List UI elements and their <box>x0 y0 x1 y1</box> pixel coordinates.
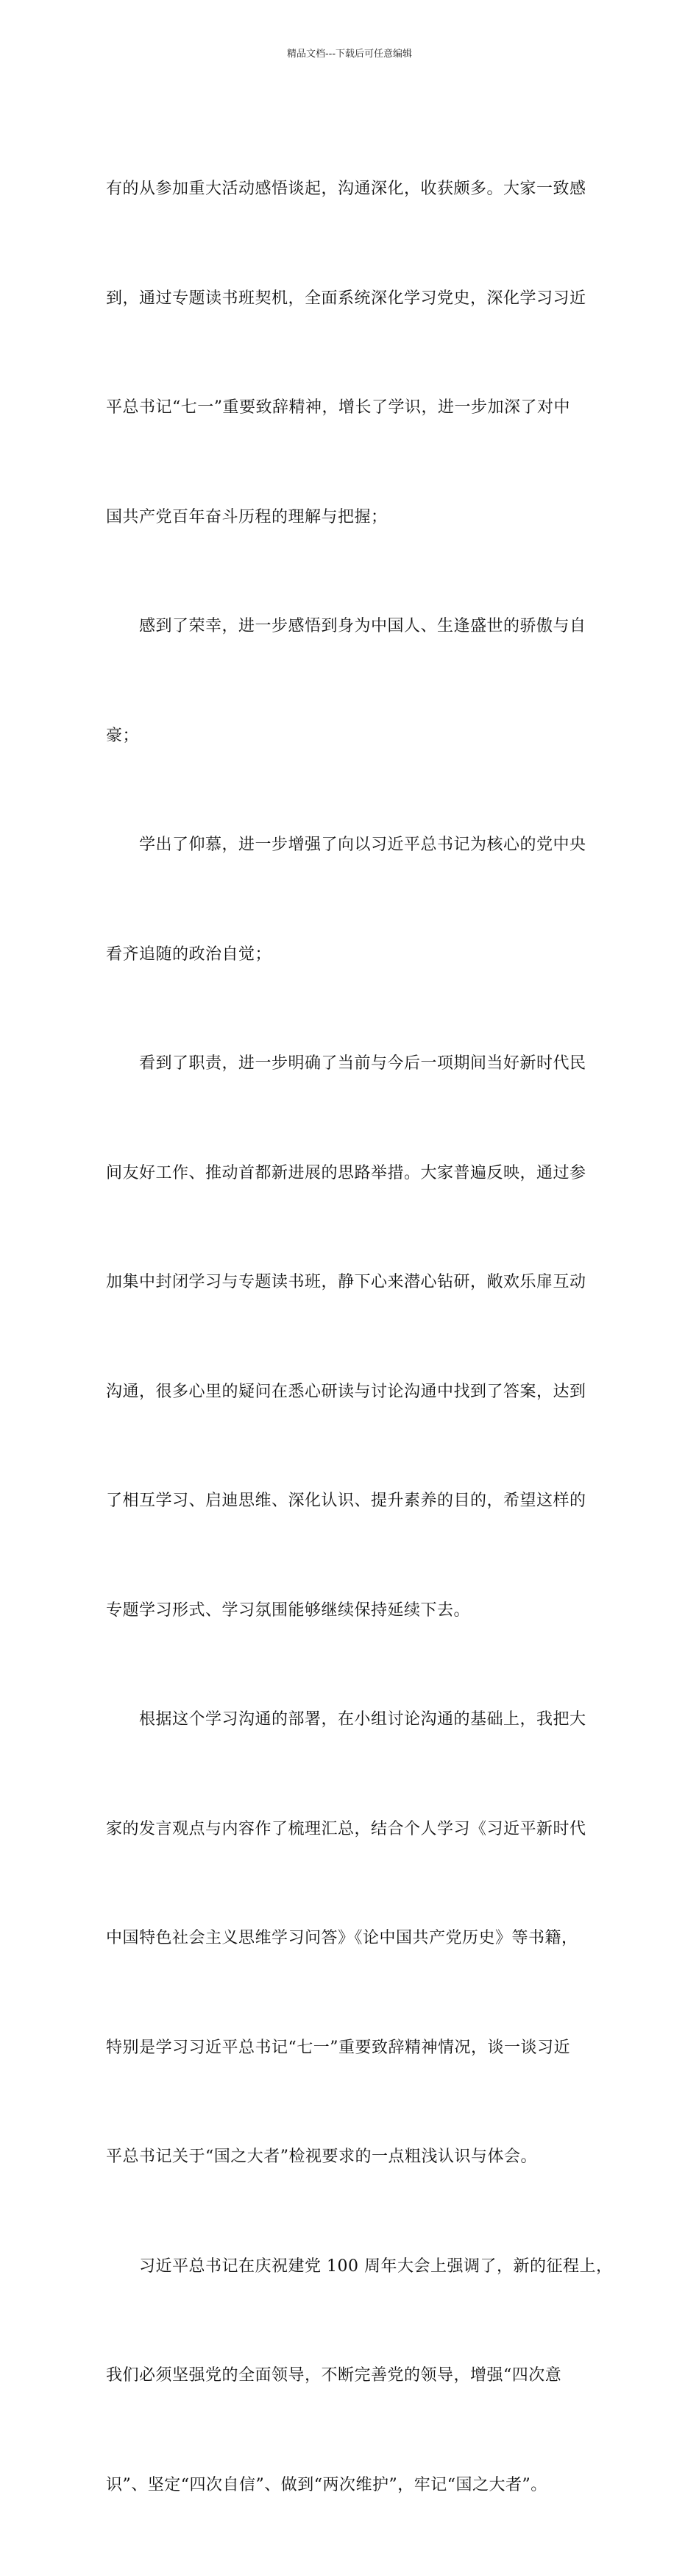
text-line: 看齐追随的政治自觉； <box>106 945 272 964</box>
text-line: 识”、坚定“四次自信”、做到“两次维护”，牢记“国之大者”。 <box>106 2475 547 2494</box>
text-line: 特别是学习习近平总书记“七一”重要致辞精神情况，谈一谈习近 <box>106 2038 570 2057</box>
text-line: 有的从参加重大活动感悟谈起，沟通深化，收获颇多。大家一致感 <box>106 180 586 198</box>
document-body <box>106 98 614 2576</box>
text-line: 我们必须坚强党的全面领导，不断完善党的领导，增强“四次意 <box>106 2366 562 2385</box>
text-line: 加集中封闭学习与专题读书班，静下心来潜心钻研，敞欢乐扉互动 <box>106 1273 586 1291</box>
text-line: 中国特色社会主义思维学习问答》《论中国共产党历史》等书籍， <box>106 1929 578 1947</box>
text-line: 感到了荣幸，进一步感悟到身为中国人、生逢盛世的骄傲与自 <box>106 617 586 635</box>
document-text <box>106 98 614 2576</box>
text-line: 到，通过专题读书班契机，全面系统深化学习党史，深化学习习近 <box>106 289 586 308</box>
page-header: 精品文档---下载后可任意编辑 <box>286 49 413 60</box>
text-line: 了相互学习、启迪思维、深化认识、提升素养的目的，希望这样的 <box>106 1492 586 1510</box>
text-line: 平总书记关于“国之大者”检视要求的一点粗浅认识与体会。 <box>106 2148 537 2166</box>
text-line: 专题学习形式、学习氛围能够继续保持延续下去。 <box>106 1601 471 1620</box>
text-line: 沟通，很多心里的疑问在悉心研读与讨论沟通中找到了答案，达到 <box>106 1382 586 1401</box>
text-line: 家的发言观点与内容作了梳理汇总，结合个人学习《习近平新时代 <box>106 1819 586 1838</box>
text-line: 看到了职责，进一步明确了当前与今后一项期间当好新时代民 <box>106 1054 586 1073</box>
text-line: 豪； <box>106 726 140 745</box>
text-line: 间友好工作、推动首都新进展的思路举措。大家普遍反映，通过参 <box>106 1163 586 1182</box>
text-line: 国共产党百年奋斗历程的理解与把握； <box>106 507 388 526</box>
text-line: 平总书记“七一”重要致辞精神，增长了学识，进一步加深了对中 <box>106 398 570 417</box>
text-line: 习近平总书记在庆祝建党 100 周年大会上强调了，新的征程上， <box>106 2256 613 2276</box>
text-line: 学出了仰慕，进一步增强了向以习近平总书记为核心的党中央 <box>106 836 586 854</box>
text-line: 根据这个学习沟通的部署，在小组讨论沟通的基础上，我把大 <box>106 1710 586 1729</box>
